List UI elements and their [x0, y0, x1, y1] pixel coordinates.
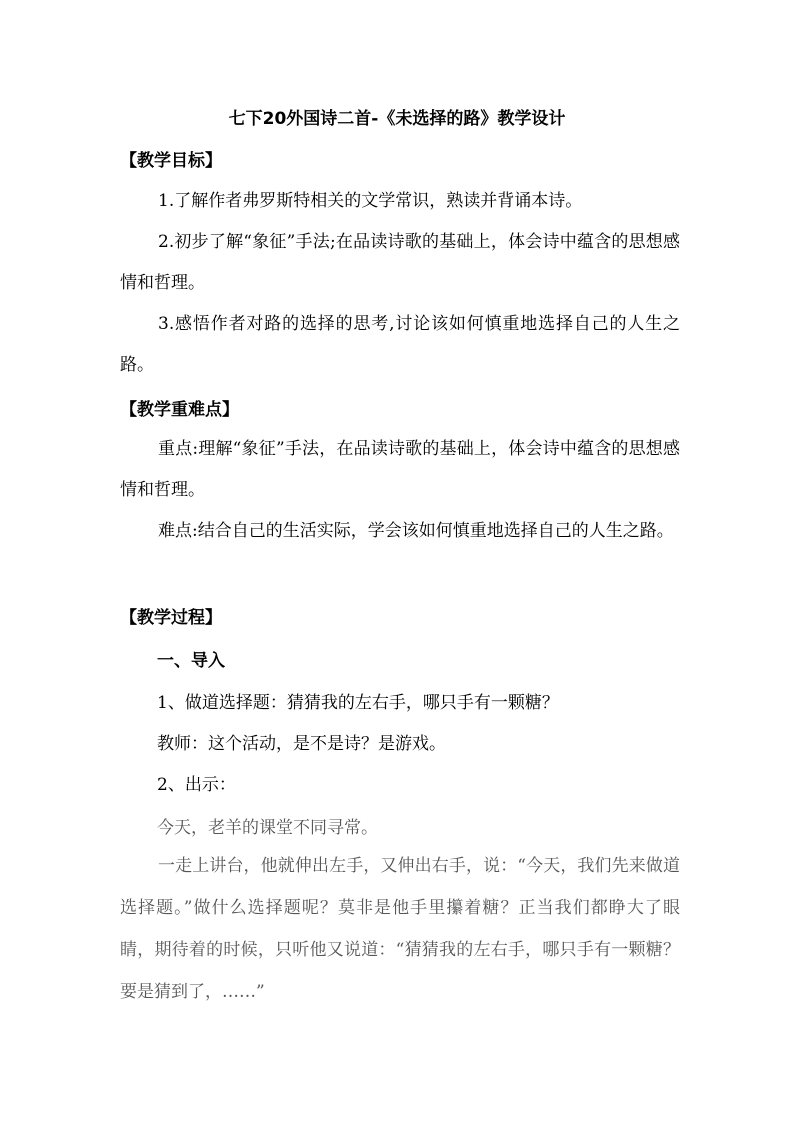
goal-3: 3.感悟作者对路的选择的思考,讨论该如何慎重地选择自己的人生之路。 — [120, 314, 680, 375]
goal-1: 1.了解作者弗罗斯特相关的文学常识，熟读并背诵本诗。 — [158, 191, 583, 211]
key-heading: 【教学重难点】 — [120, 400, 239, 420]
step-2: 2、出示： — [157, 775, 236, 795]
difficult-point: 难点:结合自己的生活实际，学会该如何慎重地选择自己的人生之路。 — [158, 521, 674, 541]
goals-heading: 【教学目标】 — [120, 151, 222, 171]
goal-2: 2.初步了解“象征”手法;在品读诗歌的基础上，体会诗中蕴含的思想感情和哲理。 — [120, 232, 680, 293]
quote-1: 今天，老羊的课堂不同寻常。 — [157, 818, 378, 838]
document-title: 七下20外国诗二首-《未选择的路》教学设计 — [228, 109, 566, 129]
process-heading: 【教学过程】 — [120, 608, 222, 628]
quote-2: 一走上讲台，他就伸出左手，又伸出右手，说：“今天，我们先来做道选择题。”做什么选择题呢？莫非是他手里攥着糖？正当我们都睁大了眼睛，期待着的时候，只听他又说道：“猜猜我的左右手，哪只手有一颗糖？要是猜到了，……” — [120, 856, 680, 1002]
teacher-line: 教师：这个活动，是不是诗？是游戏。 — [157, 734, 446, 754]
key-point: 重点:理解“象征”手法，在品读诗歌的基础上，体会诗中蕴含的思想感情和哲理。 — [120, 439, 680, 500]
step-1: 1、做道选择题：猜猜我的左右手，哪只手有一颗糖？ — [157, 693, 559, 713]
intro-heading: 一、导入 — [157, 651, 225, 671]
